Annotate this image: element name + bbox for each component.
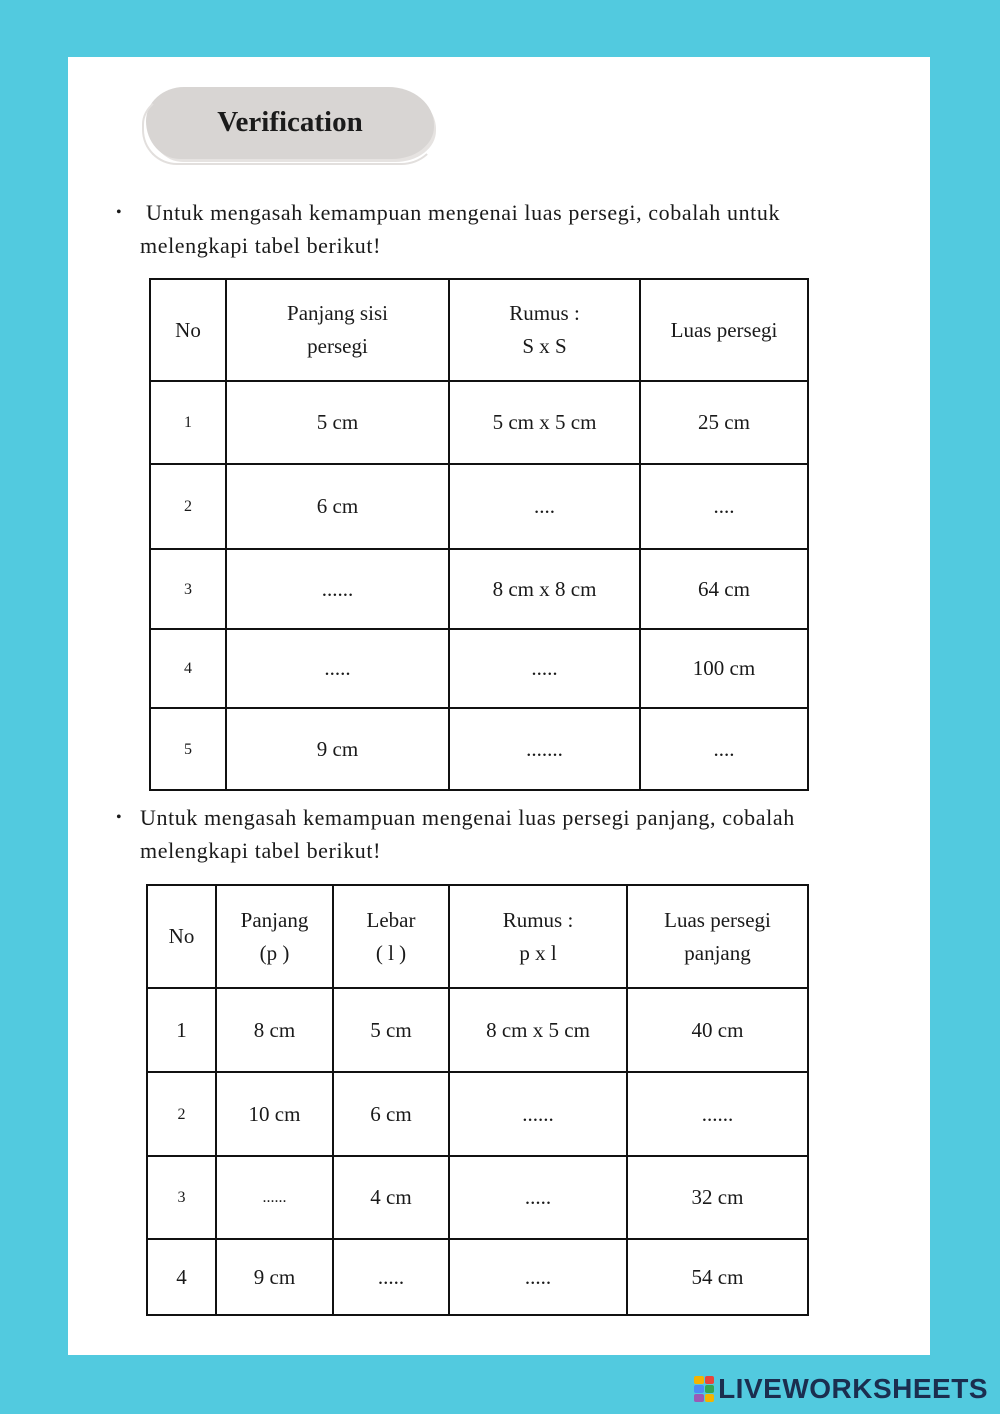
cell-formula[interactable]: ..... — [449, 1239, 627, 1315]
row-number: 4 — [147, 1239, 216, 1315]
cell-area[interactable]: 64 cm — [640, 549, 808, 629]
cell-formula[interactable]: ..... — [449, 629, 640, 708]
row-number: 3 — [147, 1156, 216, 1239]
cell-area[interactable]: .... — [640, 708, 808, 790]
bullet-dot: • — [116, 204, 123, 221]
cell-length[interactable]: 10 cm — [216, 1072, 333, 1156]
header-cell: Rumus : S x S — [449, 279, 640, 381]
cell-area[interactable]: ...... — [627, 1072, 808, 1156]
row-number: 3 — [150, 549, 226, 629]
rectangle-area-table — [146, 884, 809, 1316]
header-cell: No — [150, 279, 226, 381]
bullet-dot: • — [116, 809, 123, 826]
cell-area[interactable]: 40 cm — [627, 988, 808, 1072]
instruction-1 — [116, 196, 836, 262]
cell-side-length[interactable]: ...... — [226, 549, 449, 629]
cell-formula[interactable]: ....... — [449, 708, 640, 790]
table-header-row — [150, 279, 808, 381]
cell-side-length[interactable]: 6 cm — [226, 464, 449, 549]
cell-formula[interactable]: ...... — [449, 1072, 627, 1156]
cell-length[interactable]: 9 cm — [216, 1239, 333, 1315]
cell-side-length[interactable]: ..... — [226, 629, 449, 708]
row-number: 2 — [150, 464, 226, 549]
cell-area[interactable]: 100 cm — [640, 629, 808, 708]
worksheet-page — [68, 57, 930, 1355]
row-number: 1 — [147, 988, 216, 1072]
instruction-2-text: Untuk mengasah kemampuan mengenai luas persegi panjang, cobalah melengkapi tabel berikut! — [140, 805, 795, 863]
cell-formula[interactable]: 8 cm x 8 cm — [449, 549, 640, 629]
table-header-row — [147, 885, 808, 988]
row-number: 2 — [147, 1072, 216, 1156]
title-badge — [146, 87, 434, 159]
cell-area[interactable]: 32 cm — [627, 1156, 808, 1239]
row-number: 4 — [150, 629, 226, 708]
table-row — [150, 629, 808, 708]
cell-side-length[interactable]: 9 cm — [226, 708, 449, 790]
row-number: 1 — [150, 381, 226, 464]
header-cell: Panjang (p ) — [216, 885, 333, 988]
cell-area[interactable]: 54 cm — [627, 1239, 808, 1315]
cell-formula[interactable]: ..... — [449, 1156, 627, 1239]
header-cell: No — [147, 885, 216, 988]
table-row — [150, 708, 808, 790]
cell-width[interactable]: 4 cm — [333, 1156, 449, 1239]
instruction-1-text: Untuk mengasah kemampuan mengenai luas persegi, cobalah untuk melengkapi tabel berikut! — [140, 200, 781, 258]
instruction-2 — [116, 801, 836, 867]
table-row — [147, 1239, 808, 1315]
logo-text: LIVEWORKSHEETS — [718, 1373, 988, 1404]
cell-formula[interactable]: 5 cm x 5 cm — [449, 381, 640, 464]
page-title: Verification — [217, 106, 363, 138]
header-cell: Panjang sisi persegi — [226, 279, 449, 381]
header-cell: Luas persegi panjang — [627, 885, 808, 988]
cell-formula[interactable]: .... — [449, 464, 640, 549]
cell-width[interactable]: 6 cm — [333, 1072, 449, 1156]
table-row — [150, 381, 808, 464]
table-row — [147, 1156, 808, 1239]
table-row — [147, 1072, 808, 1156]
row-number: 5 — [150, 708, 226, 790]
cell-length[interactable]: 8 cm — [216, 988, 333, 1072]
header-cell: Lebar ( l ) — [333, 885, 449, 988]
table-row — [150, 549, 808, 629]
liveworksheets-logo-icon — [694, 1376, 714, 1402]
cell-area[interactable]: .... — [640, 464, 808, 549]
cell-formula[interactable]: 8 cm x 5 cm — [449, 988, 627, 1072]
header-cell: Luas persegi — [640, 279, 808, 381]
table-row — [150, 464, 808, 549]
cell-width[interactable]: ..... — [333, 1239, 449, 1315]
cell-length[interactable]: ...... — [216, 1156, 333, 1239]
header-cell: Rumus : p x l — [449, 885, 627, 988]
liveworksheets-logo[interactable] — [694, 1374, 988, 1404]
table-row — [147, 988, 808, 1072]
cell-side-length[interactable]: 5 cm — [226, 381, 449, 464]
cell-width[interactable]: 5 cm — [333, 988, 449, 1072]
square-area-table — [149, 278, 809, 791]
cell-area[interactable]: 25 cm — [640, 381, 808, 464]
